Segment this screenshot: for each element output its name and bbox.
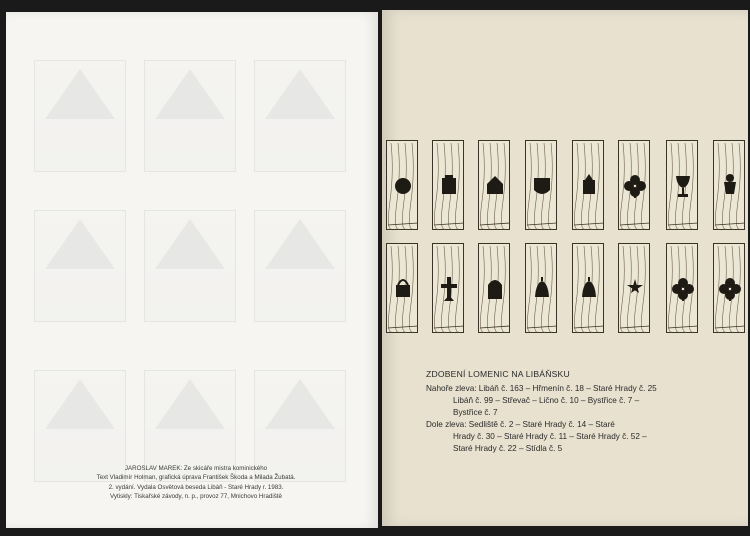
caption-line: Staré Hrady č. 22 – Stídla č. 5: [453, 444, 563, 453]
caption-line: Dole zleva: Sedliště č. 2 – Staré Hrady č. 14 – Staré: [426, 420, 615, 429]
bell-icon: [582, 277, 596, 297]
caption-line: Nahoře zleva: Libáň č. 163 – Hřmenín č. 18 – Staré Hrady č. 25: [426, 384, 657, 393]
star-icon: [627, 279, 643, 293]
gable-board: [618, 140, 650, 230]
colophon-line: Text Vladimír Holman, grafická úprava František Škoda a Milada Žubatá.: [96, 474, 296, 482]
gable-board: [432, 243, 464, 333]
gable-board: [478, 140, 510, 230]
gable-board: [572, 243, 604, 333]
gable-board: [386, 140, 418, 230]
caption-line: Hrady č. 30 – Staré Hrady č. 11 – Staré Hrady č. 52 –: [453, 432, 647, 441]
gable-board: [478, 243, 510, 333]
gable-board: [386, 243, 418, 333]
colophon: [46, 464, 346, 502]
gable-board: [618, 243, 650, 333]
gable-board: [666, 140, 698, 230]
gable-board: [713, 140, 745, 230]
gable-board: [713, 243, 745, 333]
gable-board: [525, 140, 557, 230]
circle-icon: [395, 178, 411, 194]
colophon-line: Vytiskly: Tiskařské závody, n. p., provoz 77, Mnichovo Hradiště: [110, 493, 282, 501]
show-through-illustrations: [34, 60, 354, 480]
square-icon: [442, 175, 456, 194]
colophon-line: JAROSLAV MAREK: Ze skicáře mistra kominického: [124, 465, 268, 472]
gable-board: [572, 140, 604, 230]
caption-line: Libáň č. 99 – Střevač – Lično č. 10 – Bystřice č. 7 –: [453, 396, 640, 405]
gable-board: [432, 140, 464, 230]
house-icon: [487, 176, 503, 194]
gable-board: [666, 243, 698, 333]
flower-icon: [719, 278, 741, 301]
flower-icon: [624, 175, 646, 198]
left-page: [6, 12, 378, 528]
colophon-line: 2. vydání. Vydala Osvětová beseda Libáň - Staré Hrady r. 1983.: [108, 483, 284, 491]
cross-icon: [441, 277, 457, 301]
shield-icon: [534, 178, 550, 194]
gable-board: [525, 243, 557, 333]
caption-title: ZDOBENÍ LOMENIC NA LIBÁŇSKU: [426, 369, 570, 379]
caption-line: Bystřice č. 7: [453, 408, 498, 417]
tombstone-icon: [488, 280, 502, 299]
bell-icon: [535, 277, 549, 297]
flower-icon: [672, 278, 694, 301]
lock-icon: [396, 280, 410, 297]
right-page: [382, 10, 748, 526]
